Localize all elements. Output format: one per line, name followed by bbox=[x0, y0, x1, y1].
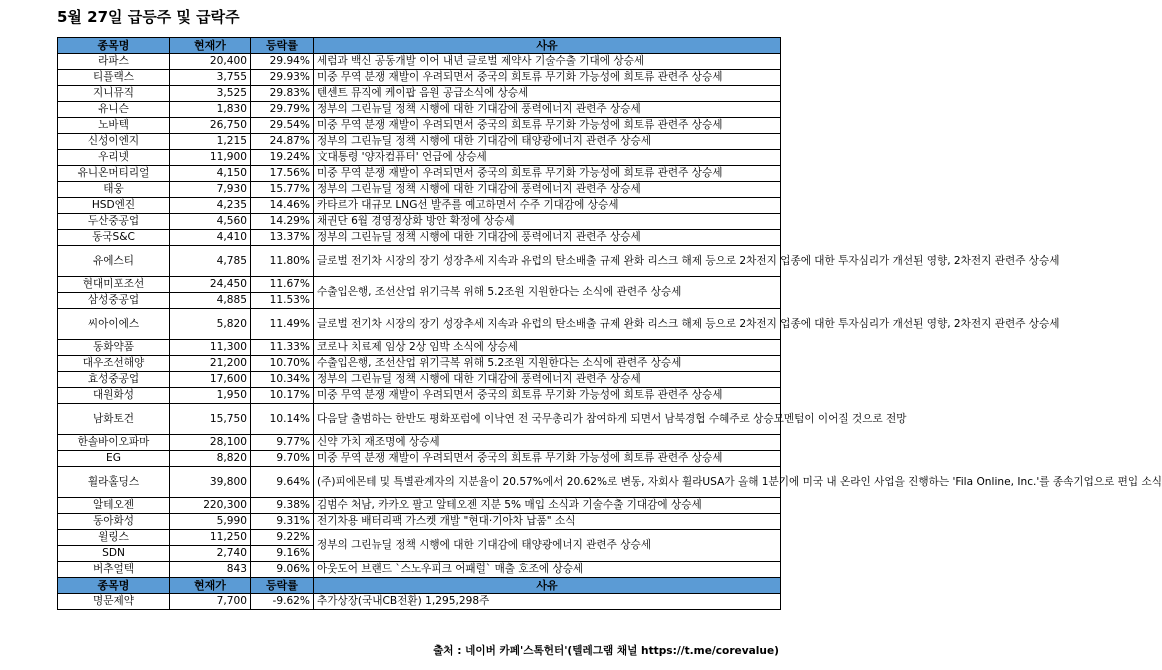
stock-rate: 14.29% bbox=[251, 214, 314, 230]
stock-price: 2,740 bbox=[170, 546, 251, 562]
stock-price: 11,900 bbox=[170, 150, 251, 166]
table-row bbox=[58, 530, 781, 546]
stock-name: 현대미포조선 bbox=[58, 277, 170, 293]
stock-price: 1,950 bbox=[170, 388, 251, 404]
stock-rate: 17.56% bbox=[251, 166, 314, 182]
falling-stocks-body bbox=[58, 578, 781, 610]
table-row bbox=[58, 246, 781, 277]
stock-reason: 미중 무역 분쟁 재발이 우려되면서 중국의 희토류 무기화 가능성에 희토류 관련주 상승세 bbox=[314, 388, 781, 404]
stock-name: 두산중공업 bbox=[58, 214, 170, 230]
stock-name: SDN bbox=[58, 546, 170, 562]
stock-name: 효성중공업 bbox=[58, 372, 170, 388]
table-row bbox=[58, 309, 781, 340]
stock-price: 11,250 bbox=[170, 530, 251, 546]
table-row bbox=[58, 356, 781, 372]
stock-reason: 정부의 그린뉴딜 정책 시행에 대한 기대감에 풍력에너지 관련주 상승세 bbox=[314, 102, 781, 118]
fall-header-reason: 사유 bbox=[314, 578, 781, 594]
stock-rate: 10.34% bbox=[251, 372, 314, 388]
stock-name: 신성이엔지 bbox=[58, 134, 170, 150]
stock-reason: 수출입은행, 조선산업 위기극복 위해 5.2조원 지원한다는 소식에 관련주 상승세 bbox=[314, 277, 781, 309]
stock-rate: 9.64% bbox=[251, 467, 314, 498]
stock-rate: 29.94% bbox=[251, 54, 314, 70]
header-name: 종목명 bbox=[58, 38, 170, 54]
stock-name: 동국S&C bbox=[58, 230, 170, 246]
stock-price: 11,300 bbox=[170, 340, 251, 356]
stock-name: 남화토건 bbox=[58, 404, 170, 435]
table-row bbox=[58, 340, 781, 356]
stock-rate: 29.93% bbox=[251, 70, 314, 86]
stock-name: 유에스티 bbox=[58, 246, 170, 277]
stock-rate: 13.37% bbox=[251, 230, 314, 246]
stock-price: 15,750 bbox=[170, 404, 251, 435]
stock-name: 티플랙스 bbox=[58, 70, 170, 86]
stock-price: 28,100 bbox=[170, 435, 251, 451]
fall-header-rate: 등락률 bbox=[251, 578, 314, 594]
table-row bbox=[58, 214, 781, 230]
stock-price: 21,200 bbox=[170, 356, 251, 372]
stock-name: EG bbox=[58, 451, 170, 467]
stock-reason: 수출입은행, 조선산업 위기극복 위해 5.2조원 지원한다는 소식에 관련주 상승세 bbox=[314, 356, 781, 372]
stock-reason: 아웃도어 브랜드 `스노우피크 어패럴` 매출 호조에 상승세 bbox=[314, 562, 781, 578]
stock-name: 노바텍 bbox=[58, 118, 170, 134]
stock-price: 4,150 bbox=[170, 166, 251, 182]
stock-rate: 10.17% bbox=[251, 388, 314, 404]
stock-price: 7,700 bbox=[170, 594, 251, 610]
stock-price: 4,560 bbox=[170, 214, 251, 230]
table-row bbox=[58, 150, 781, 166]
stock-reason: 텐센트 뮤직에 케이팝 음원 공급소식에 상승세 bbox=[314, 86, 781, 102]
table-row bbox=[58, 86, 781, 102]
fall-header-row bbox=[58, 578, 781, 594]
stock-rate: 11.49% bbox=[251, 309, 314, 340]
stock-name: 명문제약 bbox=[58, 594, 170, 610]
stock-price: 4,410 bbox=[170, 230, 251, 246]
stock-rate: 9.16% bbox=[251, 546, 314, 562]
table-row bbox=[58, 467, 781, 498]
stock-name: 라파스 bbox=[58, 54, 170, 70]
stock-reason: 정부의 그린뉴딜 정책 시행에 대한 기대감에 풍력에너지 관련주 상승세 bbox=[314, 372, 781, 388]
table-row bbox=[58, 230, 781, 246]
stock-rate: 19.24% bbox=[251, 150, 314, 166]
stock-rate: 10.70% bbox=[251, 356, 314, 372]
stock-reason: 미중 무역 분쟁 재발이 우려되면서 중국의 희토류 무기화 가능성에 희토류 관련주 상승세 bbox=[314, 118, 781, 134]
stock-price: 26,750 bbox=[170, 118, 251, 134]
stock-rate: 9.22% bbox=[251, 530, 314, 546]
stock-reason: 채권단 6월 경영정상화 방안 확정에 상승세 bbox=[314, 214, 781, 230]
stock-name: 동아화성 bbox=[58, 514, 170, 530]
stock-name: 유니온머티리얼 bbox=[58, 166, 170, 182]
stock-name: 삼성중공업 bbox=[58, 293, 170, 309]
table-row bbox=[58, 118, 781, 134]
stock-rate: 11.67% bbox=[251, 277, 314, 293]
stock-reason: 미중 무역 분쟁 재발이 우려되면서 중국의 희토류 무기화 가능성에 희토류 관련주 상승세 bbox=[314, 166, 781, 182]
stock-rate: 9.70% bbox=[251, 451, 314, 467]
stock-rate: 9.38% bbox=[251, 498, 314, 514]
stock-price: 24,450 bbox=[170, 277, 251, 293]
stock-reason: 정부의 그린뉴딜 정책 시행에 대한 기대감에 태양광에너지 관련주 상승세 bbox=[314, 134, 781, 150]
stock-rate: 14.46% bbox=[251, 198, 314, 214]
stock-name: 휠라홀딩스 bbox=[58, 467, 170, 498]
table-row bbox=[58, 594, 781, 610]
stock-name: 지니뮤직 bbox=[58, 86, 170, 102]
stock-reason: 세럼과 백신 공동개발 이어 내년 글로벌 제약사 기술수출 기대에 상승세 bbox=[314, 54, 781, 70]
stock-price: 20,400 bbox=[170, 54, 251, 70]
stock-price: 5,990 bbox=[170, 514, 251, 530]
stock-name: 태웅 bbox=[58, 182, 170, 198]
stock-name: 대원화성 bbox=[58, 388, 170, 404]
stock-rate: 9.06% bbox=[251, 562, 314, 578]
table-row bbox=[58, 166, 781, 182]
stock-reason: 김범수 처남, 카카오 팔고 알테오젠 지분 5% 매입 소식과 기술수출 기대감에 상승세 bbox=[314, 498, 781, 514]
stock-price: 1,830 bbox=[170, 102, 251, 118]
stock-price: 7,930 bbox=[170, 182, 251, 198]
header-rate: 등락률 bbox=[251, 38, 314, 54]
table-header-row bbox=[58, 38, 781, 54]
stock-price: 4,785 bbox=[170, 246, 251, 277]
stock-table bbox=[57, 37, 1162, 610]
stock-reason: 글로벌 전기차 시장의 장기 성장추세 지속과 유럽의 탄소배출 규제 완화 리스크 해제 등으로 2차전지 업종에 대한 투자심리가 개선된 영향, 2차전지 관련주 상승세 bbox=[314, 309, 781, 340]
stock-rate: 24.87% bbox=[251, 134, 314, 150]
table-row bbox=[58, 372, 781, 388]
stock-reason: 코로나 치료제 임상 2상 임박 소식에 상승세 bbox=[314, 340, 781, 356]
stock-rate: 29.83% bbox=[251, 86, 314, 102]
stock-reason: 정부의 그린뉴딜 정책 시행에 대한 기대감에 태양광에너지 관련주 상승세 bbox=[314, 530, 781, 562]
stock-rate: 15.77% bbox=[251, 182, 314, 198]
table-row bbox=[58, 404, 781, 435]
stock-reason: 다음달 출범하는 한반도 평화포럼에 이낙연 전 국무총리가 참여하게 되면서 남북경협 수혜주로 상승모멘텀이 이어질 것으로 전망 bbox=[314, 404, 781, 435]
stock-name: 알테오젠 bbox=[58, 498, 170, 514]
stock-reason: 전기차용 배터리팩 가스켓 개발 "현대·기아차 납품" 소식 bbox=[314, 514, 781, 530]
stock-price: 3,755 bbox=[170, 70, 251, 86]
stock-reason: 文대통령 '양자컴퓨터' 언급에 상승세 bbox=[314, 150, 781, 166]
stock-rate: 29.54% bbox=[251, 118, 314, 134]
stock-rate: 10.14% bbox=[251, 404, 314, 435]
stock-price: 4,235 bbox=[170, 198, 251, 214]
table-row bbox=[58, 54, 781, 70]
stock-rate: 11.33% bbox=[251, 340, 314, 356]
header-reason: 사유 bbox=[314, 38, 781, 54]
table-row bbox=[58, 498, 781, 514]
table-row bbox=[58, 277, 781, 293]
stock-rate: 11.53% bbox=[251, 293, 314, 309]
stock-reason: 카타르가 대규모 LNG선 발주를 예고하면서 수주 기대감에 상승세 bbox=[314, 198, 781, 214]
fall-header-price: 현재가 bbox=[170, 578, 251, 594]
stock-reason: (주)피에몬테 및 특별관계자의 지분율이 20.57%에서 20.62%로 변동, 자회사 휠라USA가 올해 1분기에 미국 내 온라인 사업을 진행하는 'Fila Online, Inc.'를 종속기업으로 편입 소식 bbox=[314, 467, 781, 498]
stock-name: 우리넷 bbox=[58, 150, 170, 166]
stock-rate: 9.31% bbox=[251, 514, 314, 530]
stock-price: 5,820 bbox=[170, 309, 251, 340]
table-row bbox=[58, 102, 781, 118]
table-row bbox=[58, 198, 781, 214]
page-title: 5월 27일 급등주 및 급락주 bbox=[57, 8, 240, 26]
table-row bbox=[58, 388, 781, 404]
stock-price: 3,525 bbox=[170, 86, 251, 102]
source-credit: 출처 : 네이버 카페'스톡헌터'(텔레그램 채널 https://t.me/corevalue) bbox=[433, 645, 779, 657]
stock-price: 17,600 bbox=[170, 372, 251, 388]
stock-name: 윌링스 bbox=[58, 530, 170, 546]
stock-name: 대우조선해양 bbox=[58, 356, 170, 372]
stock-reason: 정부의 그린뉴딜 정책 시행에 대한 기대감에 풍력에너지 관련주 상승세 bbox=[314, 230, 781, 246]
stock-reason: 추가상장(국내CB전환) 1,295,298주 bbox=[314, 594, 781, 610]
stock-reason: 글로벌 전기차 시장의 장기 성장추세 지속과 유럽의 탄소배출 규제 완화 리스크 해제 등으로 2차전지 업종에 대한 투자심리가 개선된 영향, 2차전지 관련주 상승세 bbox=[314, 246, 781, 277]
stock-reason: 신약 가치 재조명에 상승세 bbox=[314, 435, 781, 451]
stock-rate: 11.80% bbox=[251, 246, 314, 277]
stock-rate: -9.62% bbox=[251, 594, 314, 610]
stock-name: 동화약품 bbox=[58, 340, 170, 356]
stock-price: 4,885 bbox=[170, 293, 251, 309]
stock-reason: 미중 무역 분쟁 재발이 우려되면서 중국의 희토류 무기화 가능성에 희토류 관련주 상승세 bbox=[314, 451, 781, 467]
table-row bbox=[58, 182, 781, 198]
table-row bbox=[58, 514, 781, 530]
stock-price: 8,820 bbox=[170, 451, 251, 467]
table-row bbox=[58, 562, 781, 578]
stock-name: 한솔바이오파마 bbox=[58, 435, 170, 451]
rising-stocks-body bbox=[58, 54, 1162, 578]
stock-price: 1,215 bbox=[170, 134, 251, 150]
table-row bbox=[58, 134, 781, 150]
stock-name: 유니슨 bbox=[58, 102, 170, 118]
stock-rate: 29.79% bbox=[251, 102, 314, 118]
stock-price: 39,800 bbox=[170, 467, 251, 498]
stock-reason: 미중 무역 분쟁 재발이 우려되면서 중국의 희토류 무기화 가능성에 희토류 관련주 상승세 bbox=[314, 70, 781, 86]
header-price: 현재가 bbox=[170, 38, 251, 54]
stock-rate: 9.77% bbox=[251, 435, 314, 451]
fall-header-name: 종목명 bbox=[58, 578, 170, 594]
table-row bbox=[58, 70, 781, 86]
stock-name: HSD엔진 bbox=[58, 198, 170, 214]
stock-name: 씨아이에스 bbox=[58, 309, 170, 340]
stock-price: 843 bbox=[170, 562, 251, 578]
table-row bbox=[58, 451, 781, 467]
stock-reason: 정부의 그린뉴딜 정책 시행에 대한 기대감에 풍력에너지 관련주 상승세 bbox=[314, 182, 781, 198]
table-row bbox=[58, 435, 781, 451]
stock-price: 220,300 bbox=[170, 498, 251, 514]
stock-name: 버추얼텍 bbox=[58, 562, 170, 578]
